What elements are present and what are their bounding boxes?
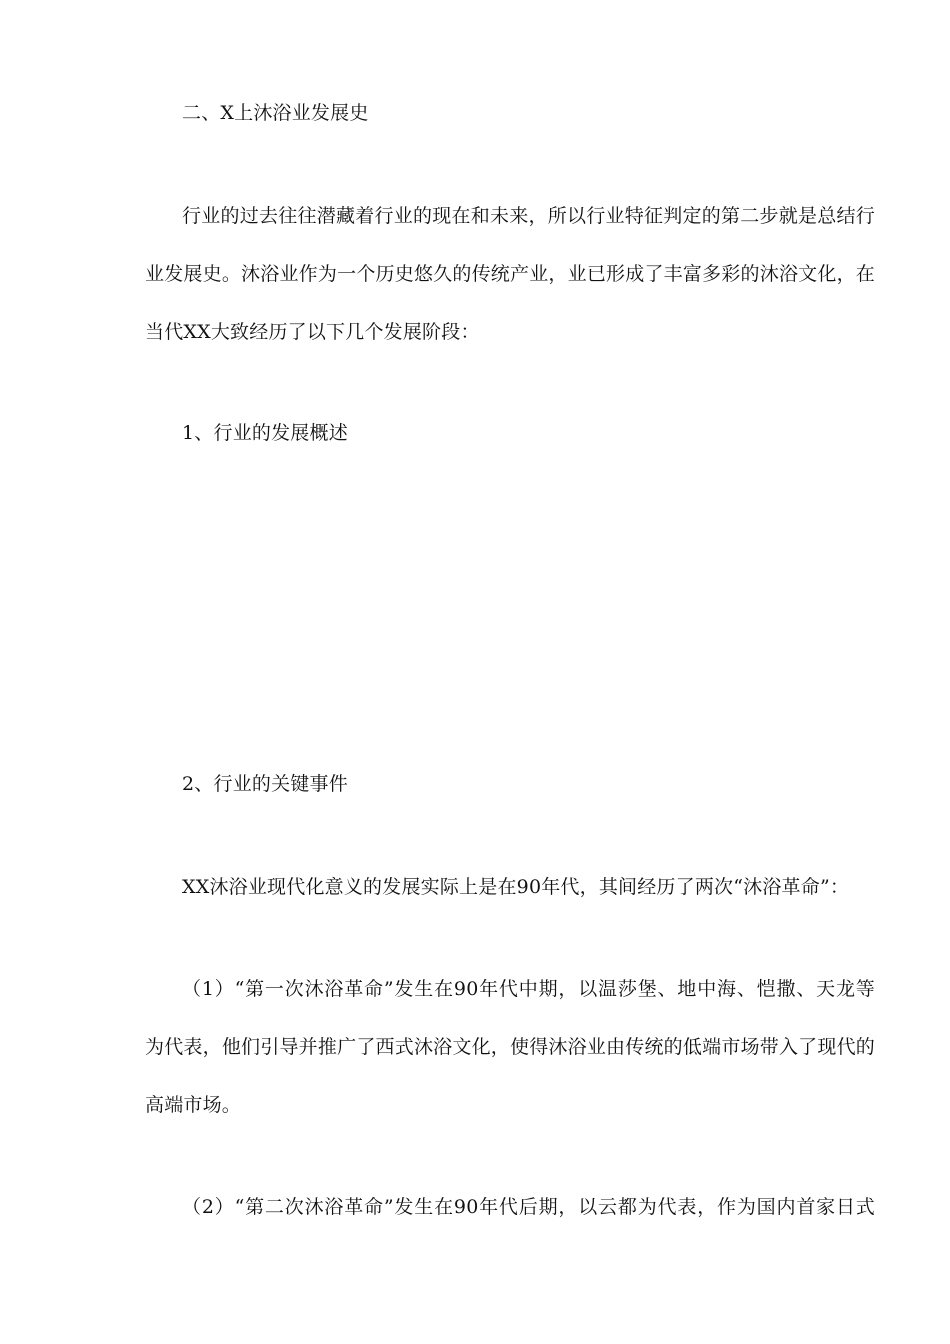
intro-paragraph-line-3: 当代XX大致经历了以下几个发展阶段： [145,321,480,343]
section-heading: 二、X上沐浴业发展史 [182,102,369,124]
event-2-line-1: （2）“第二次沐浴革命”发生在90年代后期，以云都为代表，作为国内首家日式 [182,1196,875,1218]
event-1-line-2: 为代表，他们引导并推广了西式沐浴文化，使得沐浴业由传统的低端市场带入了现代的 [145,1036,875,1058]
subheading-development-overview: 1、行业的发展概述 [182,422,348,444]
event-1-line-1: （1）“第一次沐浴革命”发生在90年代中期，以温莎堡、地中海、恺撒、天龙等 [182,978,875,1000]
intro-paragraph-line-1: 行业的过去往往潜藏着行业的现在和未来，所以行业特征判定的第二步就是总结行 [182,205,875,227]
event-1-line-3: 高端市场。 [145,1094,242,1116]
events-intro: XX沐浴业现代化意义的发展实际上是在90年代，其间经历了两次“沐浴革命”： [182,876,850,898]
subheading-key-events: 2、行业的关键事件 [182,773,348,795]
intro-paragraph-line-2: 业发展史。沐浴业作为一个历史悠久的传统产业，业已形成了丰富多彩的沐浴文化，在 [145,263,875,285]
